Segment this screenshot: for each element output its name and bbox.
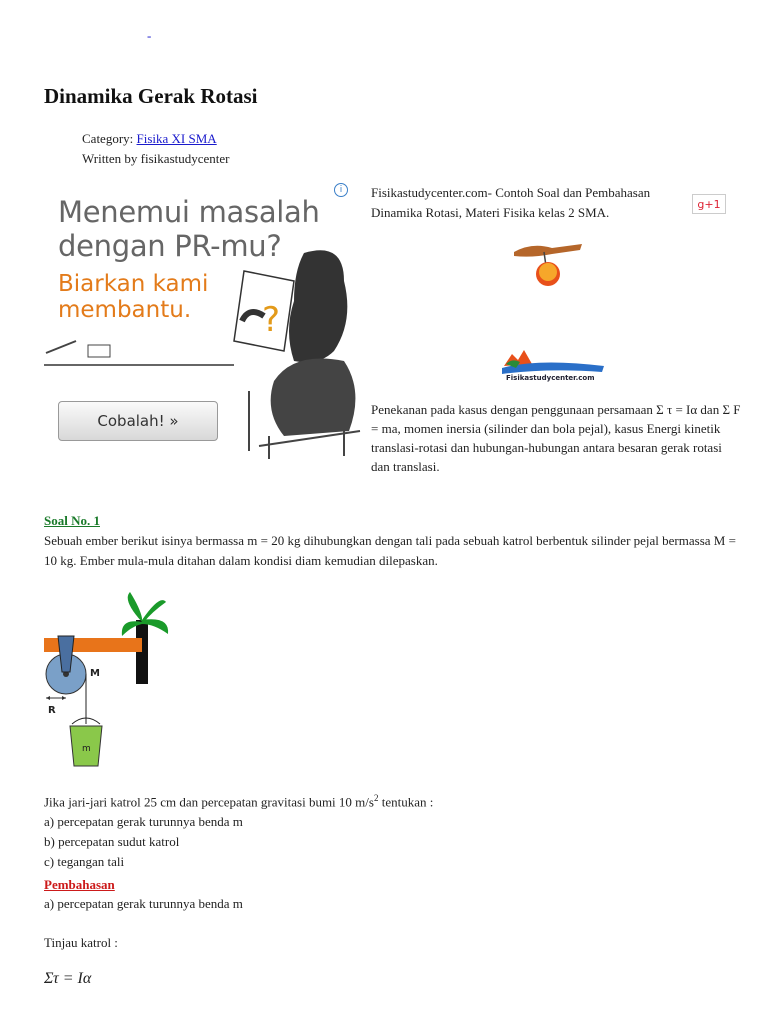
page-title: Dinamika Gerak Rotasi [44, 84, 258, 108]
intro-text: Fisikastudycenter.com- Contoh Soal dan Pembahasan Dinamika Rotasi, Materi Fisika kelas 2 SMA. [371, 185, 651, 220]
category-link[interactable]: Fisika XI SMA [136, 131, 217, 146]
emphasis-text: Penekanan pada kasus dengan penggunaan persamaan Σ τ = Iα dan Σ F = ma, momen inersia (silinder dan bola pejal), kasus Energi kinetik translasi-rotasi dan hubungan-hubungan antara besaran gerak rotasi dan translasi. [371, 402, 741, 474]
label-M: M [90, 668, 100, 679]
solution-heading: Pembahasan [44, 877, 115, 892]
svg-text:?: ? [262, 300, 281, 340]
pulley-diagram [40, 590, 180, 770]
ad-info-icon[interactable]: i [334, 183, 348, 197]
logo-text: Fisikastudycenter.com [506, 374, 595, 382]
ad-headline: Menemui masalah dengan PR-mu? [58, 195, 320, 263]
question-intro: Jika jari-jari katrol 25 cm dan percepatan gravitasi bumi 10 $m/s^2$ tentukan : [44, 793, 434, 810]
question-block [44, 788, 744, 872]
problem-heading: Soal No. 1 [44, 513, 100, 528]
rotating-sphere-image [512, 238, 584, 288]
ad-subline: Biarkan kami membantu. [58, 271, 209, 323]
label-m: m [82, 744, 91, 754]
category-label: Category: [82, 131, 134, 146]
problem-text: Sebuah ember berikut isinya bermassa m = 20 kg dihubungkan dengan tali pada sebuah katrol berbentuk silinder pejal bermassa M = 10 kg. Ember mula-mula ditahan dalam kondisi diam kemudian dilepaskan. [44, 533, 736, 568]
google-plus-button[interactable]: g+1 [692, 194, 726, 214]
question-item-b: b) percepatan sudut katrol [44, 834, 180, 850]
torque-formula: Στ = Iα [44, 970, 92, 987]
ad-cta-button[interactable]: Cobalah! » [58, 401, 218, 441]
question-item-a: a) percepatan gerak turunnya benda m [44, 814, 243, 830]
author-line: Written by fisikastudycenter [82, 151, 230, 166]
question-item-c: c) tegangan tali [44, 854, 125, 870]
label-R: R [48, 705, 56, 716]
article-meta [82, 129, 230, 169]
top-link[interactable]: - [147, 28, 152, 43]
advertisement[interactable] [44, 181, 362, 459]
solution-tinjau: Tinjau katrol : [44, 935, 118, 950]
solution-part-a: a) percepatan gerak turunnya benda m [44, 896, 243, 911]
